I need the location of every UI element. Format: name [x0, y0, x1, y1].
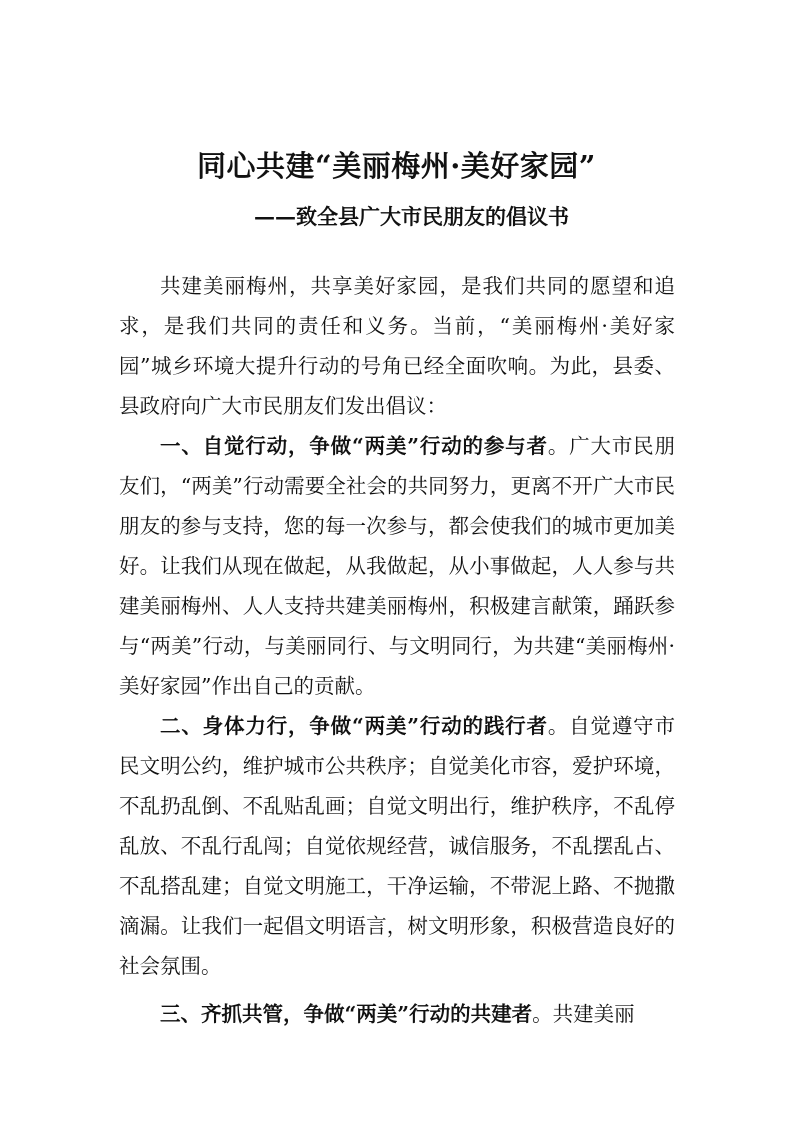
- paragraph-text: 。共建美丽: [532, 1002, 635, 1026]
- paragraph-intro: [119, 266, 675, 426]
- paragraph-text: 。自觉遵守市民文明公约，维护城市公共秩序；自觉美化市容，爱护环境，不乱扔乱倒、不乱贴乱画；自觉文明出行，维护秩序，不乱停乱放、不乱行乱闯；自觉依规经营，诚信服务，不乱摆乱占、不乱搭乱建；自觉文明施工，干净运输，不带泥上路、不抛撒滴漏。让我们一起倡文明语言，树文明形象，积极营造良好的社会氛围。: [119, 714, 675, 978]
- document-title: 同心共建“美丽梅州·美好家园”: [197, 149, 596, 183]
- document-subtitle: ——致全县广大市民朋友的倡议书: [254, 204, 569, 229]
- paragraph-text: 共建美丽梅州，共享美好家园，是我们共同的愿望和追求，是我们共同的责任和义务。当前，“美丽梅州·美好家园”城乡环境大提升行动的号角已经全面吹响。为此，县委、县政府向广大市民朋友们发出倡议：: [119, 274, 675, 418]
- paragraph-text: 。广大市民朋友们，“两美”行动需要全社会的共同努力，更离不开广大市民朋友的参与支持，您的每一次参与，都会使我们的城市更加美好。让我们从现在做起，从我做起，从小事做起，人人参与共建美丽梅州、人人支持共建美丽梅州，积极建言献策，踊跃参与“两美”行动，与美丽同行、与文明同行，为共建“美丽梅州·美好家园”作出自己的贡献。: [119, 434, 675, 698]
- paragraph-lead: 二、身体力行，争做“两美”行动的践行者: [160, 714, 548, 738]
- paragraph-item-1: [119, 426, 675, 706]
- paragraph-item-3: [119, 994, 675, 1034]
- document-body: [119, 266, 675, 1034]
- paragraph-lead: 一、自觉行动，争做“两美”行动的参与者: [160, 434, 548, 458]
- paragraph-lead: 三、齐抓共管，争做“两美”行动的共建者: [160, 1002, 533, 1026]
- paragraph-item-2: [119, 706, 675, 986]
